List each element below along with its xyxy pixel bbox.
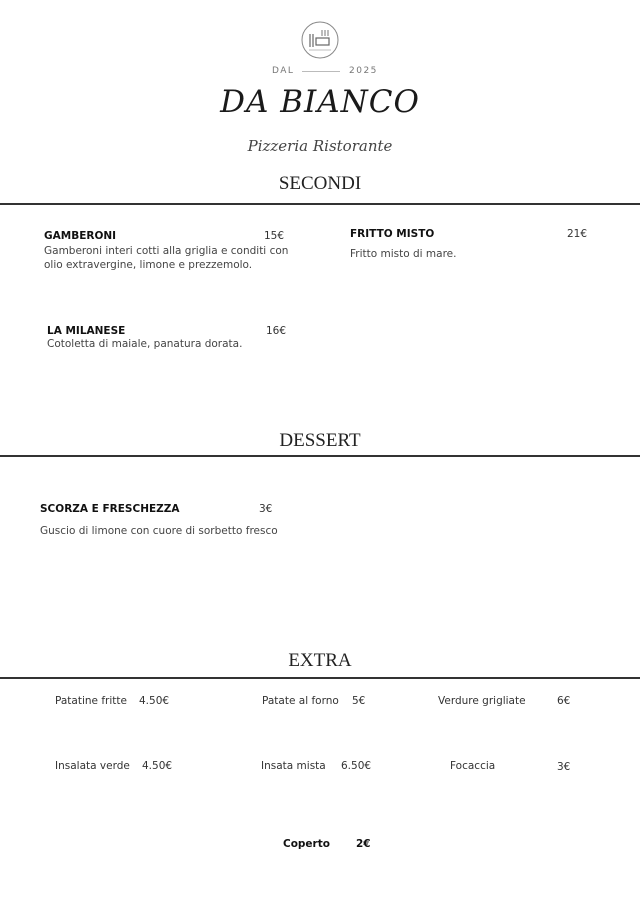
brand-subtitle: Pizzeria Ristorante xyxy=(247,137,393,155)
section-title-secondi: SECONDI xyxy=(278,173,362,194)
section-rule xyxy=(0,677,640,679)
item-price: 16€ xyxy=(266,325,287,337)
extra-price: 5€ xyxy=(352,695,366,707)
section-title-dessert: DESSERT xyxy=(279,430,361,451)
extra-name: Insata mista xyxy=(261,760,326,772)
extra-price: 3€ xyxy=(557,761,571,773)
divider xyxy=(302,71,340,72)
extra-price: 4.50€ xyxy=(139,695,170,707)
section-title-extra: EXTRA xyxy=(288,650,352,671)
extra-price: 4.50€ xyxy=(142,760,173,772)
restaurant-logo-icon xyxy=(301,21,339,59)
item-price: 21€ xyxy=(567,228,588,240)
coperto-price: 2€ xyxy=(356,838,371,850)
extra-price: 6€ xyxy=(557,695,571,707)
item-price: 15€ xyxy=(264,230,285,242)
item-name: GAMBERONI xyxy=(44,230,117,242)
extra-name: Patatine fritte xyxy=(55,695,127,707)
extra-name: Insalata verde xyxy=(55,760,130,772)
coperto-label: Coperto xyxy=(283,838,330,850)
since-label: DAL xyxy=(272,66,295,76)
brand-title: DA BIANCO xyxy=(220,84,420,120)
item-name: LA MILANESE xyxy=(47,325,126,337)
item-name: SCORZA E FRESCHEZZA xyxy=(40,503,180,515)
item-desc: Guscio di limone con cuore di sorbetto fresco xyxy=(40,525,278,537)
extra-name: Verdure grigliate xyxy=(438,695,526,707)
since-year: 2025 xyxy=(349,66,378,76)
extra-name: Patate al forno xyxy=(262,695,339,707)
item-name: FRITTO MISTO xyxy=(350,228,435,240)
item-desc: Gamberoni interi cotti alla griglia e conditi con olio extravergine, limone e prezzemolo. xyxy=(44,245,289,271)
item-desc: Cotoletta di maiale, panatura dorata. xyxy=(47,338,243,350)
item-price: 3€ xyxy=(259,503,273,515)
extra-price: 6.50€ xyxy=(341,760,372,772)
section-rule xyxy=(0,455,640,457)
section-rule xyxy=(0,203,640,205)
extra-name: Focaccia xyxy=(450,760,496,772)
item-desc: Fritto misto di mare. xyxy=(350,248,457,260)
